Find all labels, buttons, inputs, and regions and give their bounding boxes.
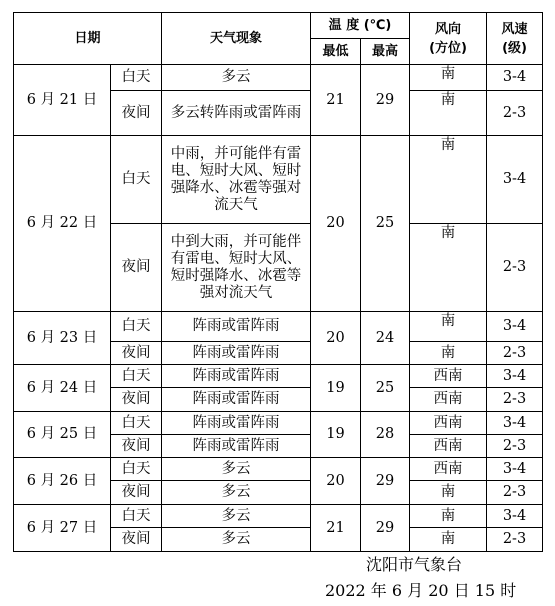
phenomenon-cell: 阵雨或雷阵雨 — [162, 435, 311, 458]
wind-speed-cell: 3-4 — [487, 458, 543, 481]
temp-max-cell: 25 — [361, 365, 410, 412]
temp-min-cell: 21 — [311, 505, 361, 552]
temp-min-cell: 20 — [311, 136, 361, 312]
phenomenon-cell: 阵雨或雷阵雨 — [162, 365, 311, 388]
period-cell: 夜间 — [111, 224, 162, 312]
wind-speed-cell: 3-4 — [487, 136, 543, 224]
phenomenon-cell: 多云 — [162, 505, 311, 528]
wind-dir-cell: 西南 — [410, 388, 487, 412]
header-wind-direction-unit: (方位) — [429, 40, 467, 56]
temp-max-cell: 29 — [361, 458, 410, 505]
wind-speed-cell: 2-3 — [487, 91, 543, 136]
temp-min-cell: 20 — [311, 312, 361, 365]
header-date: 日期 — [14, 13, 162, 65]
period-cell: 夜间 — [111, 528, 162, 552]
date-cell: 6 月 26 日 — [14, 458, 111, 505]
temp-max-cell: 29 — [361, 65, 410, 136]
phenomenon-cell: 多云 — [162, 65, 311, 91]
wind-speed-cell: 2-3 — [487, 224, 543, 312]
temp-max-cell: 29 — [361, 505, 410, 552]
wind-dir-cell: 南 — [410, 312, 487, 342]
phenomenon-cell: 阵雨或雷阵雨 — [162, 312, 311, 342]
temp-min-cell: 20 — [311, 458, 361, 505]
wind-speed-cell: 3-4 — [487, 412, 543, 435]
issued-time: 2022 年 6 月 20 日 15 时 — [325, 581, 517, 600]
temp-min-cell: 19 — [311, 365, 361, 412]
wind-dir-cell: 西南 — [410, 365, 487, 388]
phenomenon-cell: 多云转阵雨或雷阵雨 — [162, 91, 311, 136]
period-cell: 白天 — [111, 412, 162, 435]
forecast-table — [13, 12, 543, 552]
wind-speed-cell: 2-3 — [487, 481, 543, 505]
wind-speed-cell: 2-3 — [487, 342, 543, 365]
wind-speed-cell: 3-4 — [487, 505, 543, 528]
temp-min-cell: 19 — [311, 412, 361, 458]
wind-speed-cell: 2-3 — [487, 528, 543, 552]
phenomenon-cell: 阵雨或雷阵雨 — [162, 342, 311, 365]
wind-dir-cell: 西南 — [410, 412, 487, 435]
wind-speed-cell: 2-3 — [487, 388, 543, 412]
period-cell: 白天 — [111, 365, 162, 388]
phenomenon-cell: 中雨，并可能伴有雷电、短时大风、短时强降水、冰雹等强对流天气 — [162, 136, 311, 224]
date-cell: 6 月 22 日 — [14, 136, 111, 312]
wind-speed-cell: 3-4 — [487, 365, 543, 388]
header-max: 最高 — [361, 39, 410, 65]
phenomenon-cell: 中到大雨，并可能伴有雷电、短时大风、短时强降水、冰雹等强对流天气 — [162, 224, 311, 312]
temp-max-cell: 24 — [361, 312, 410, 365]
wind-dir-cell: 南 — [410, 481, 487, 505]
temp-max-cell: 25 — [361, 136, 410, 312]
header-wind-direction-label: 风向 — [435, 21, 462, 37]
phenomenon-cell: 多云 — [162, 481, 311, 505]
phenomenon-cell: 阵雨或雷阵雨 — [162, 388, 311, 412]
date-cell: 6 月 24 日 — [14, 365, 111, 412]
header-phenomenon: 天气现象 — [162, 13, 311, 65]
date-cell: 6 月 21 日 — [14, 65, 111, 136]
issuer: 沈阳市气象台 — [366, 555, 463, 574]
period-cell: 白天 — [111, 136, 162, 224]
header-wind-speed — [487, 13, 543, 65]
period-cell: 白天 — [111, 505, 162, 528]
temp-max-cell: 28 — [361, 412, 410, 458]
temp-min-cell: 21 — [311, 65, 361, 136]
phenomenon-cell: 阵雨或雷阵雨 — [162, 412, 311, 435]
wind-dir-cell: 南 — [410, 136, 487, 224]
wind-dir-cell: 南 — [410, 342, 487, 365]
wind-dir-cell: 西南 — [410, 458, 487, 481]
period-cell: 白天 — [111, 312, 162, 342]
period-cell: 白天 — [111, 458, 162, 481]
period-cell: 白天 — [111, 65, 162, 91]
header-wind-speed-unit: (级) — [502, 40, 527, 56]
wind-dir-cell: 西南 — [410, 435, 487, 458]
period-cell: 夜间 — [111, 342, 162, 365]
wind-dir-cell: 南 — [410, 91, 487, 136]
header-min: 最低 — [311, 39, 361, 65]
header-temperature: 温 度 (℃) — [311, 13, 410, 39]
date-cell: 6 月 27 日 — [14, 505, 111, 552]
wind-dir-cell: 南 — [410, 505, 487, 528]
period-cell: 夜间 — [111, 91, 162, 136]
period-cell: 夜间 — [111, 388, 162, 412]
header-wind-direction — [410, 13, 487, 65]
wind-dir-cell: 南 — [410, 224, 487, 312]
phenomenon-cell: 多云 — [162, 458, 311, 481]
wind-speed-cell: 3-4 — [487, 65, 543, 91]
phenomenon-cell: 多云 — [162, 528, 311, 552]
header-wind-speed-label: 风速 — [501, 21, 528, 37]
wind-speed-cell: 3-4 — [487, 312, 543, 342]
period-cell: 夜间 — [111, 481, 162, 505]
period-cell: 夜间 — [111, 435, 162, 458]
wind-dir-cell: 南 — [410, 65, 487, 91]
date-cell: 6 月 23 日 — [14, 312, 111, 365]
date-cell: 6 月 25 日 — [14, 412, 111, 458]
wind-dir-cell: 南 — [410, 528, 487, 552]
wind-speed-cell: 2-3 — [487, 435, 543, 458]
